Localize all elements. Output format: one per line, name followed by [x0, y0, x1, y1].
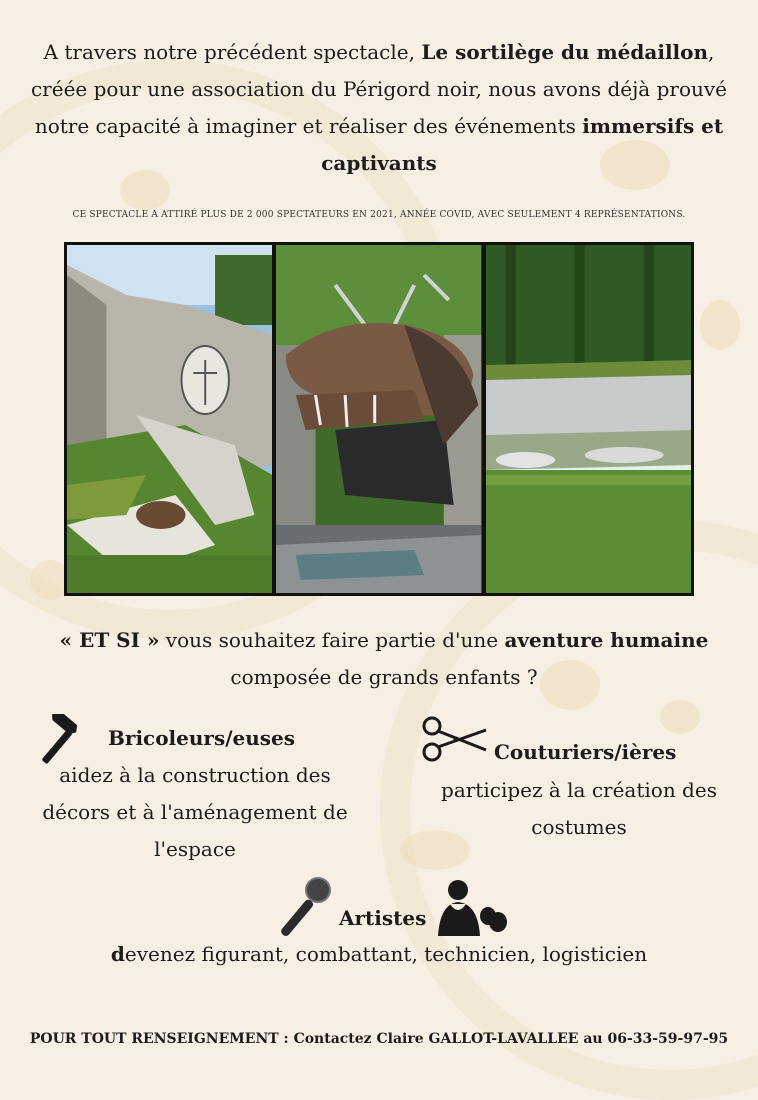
role-description: aidez à la construction des décors et à l'aménagement de l'espace: [42, 763, 348, 861]
role-description: participez à la création des costumes: [441, 778, 717, 839]
intro-text: A travers notre précédent spectacle,: [43, 40, 422, 64]
question-text: composée de grands enfants ?: [230, 665, 538, 689]
intro-paragraph: [30, 34, 728, 182]
invitation-question: [10, 622, 758, 696]
intro-emphasis: immersifs et captivants: [321, 114, 724, 175]
role-description-rest: evenez figurant, combattant, technicien, logisticien: [124, 942, 648, 966]
dragon-head-photo: [276, 245, 481, 593]
question-lead: « ET SI »: [59, 628, 160, 652]
role-title: Artistes: [339, 906, 427, 930]
role-title: Bricoleurs/euses: [108, 726, 296, 750]
show-title: Le sortilège du médaillon: [421, 40, 709, 64]
photo-strip: [64, 242, 694, 596]
background-stain: [660, 700, 700, 734]
question-emphasis: aventure humaine: [504, 628, 709, 652]
rock-wall-meadow-photo: [486, 245, 691, 593]
role-title: Couturiers/ières: [494, 740, 677, 764]
background-stain: [700, 300, 740, 350]
question-text: vous souhaitez faire partie d'une: [159, 628, 505, 652]
microphone-icon: [276, 876, 334, 936]
performer-masks-icon: [428, 876, 514, 936]
role-description-first-letter: d: [110, 942, 125, 966]
intro-text: , créée pour une association du Périgord noir, nous avons déjà prouvé notre capacité à imaginer et réaliser des événements: [30, 40, 728, 138]
role-description: [0, 936, 758, 973]
contact-line: POUR TOUT RENSEIGNEMENT : Contactez Claire GALLOT-LAVALLEE au 06-33-59-97-95: [29, 1031, 729, 1047]
scissors-icon: [420, 714, 490, 764]
attendance-note: CE SPECTACLE A ATTIRÉ PLUS DE 2 000 SPECTATEURS EN 2021, ANNÉE COVID, AVEC SEULEMENT 4 REPRÉSENTATIONS.: [72, 210, 686, 220]
rock-cliff-medallion-photo: [67, 245, 272, 593]
